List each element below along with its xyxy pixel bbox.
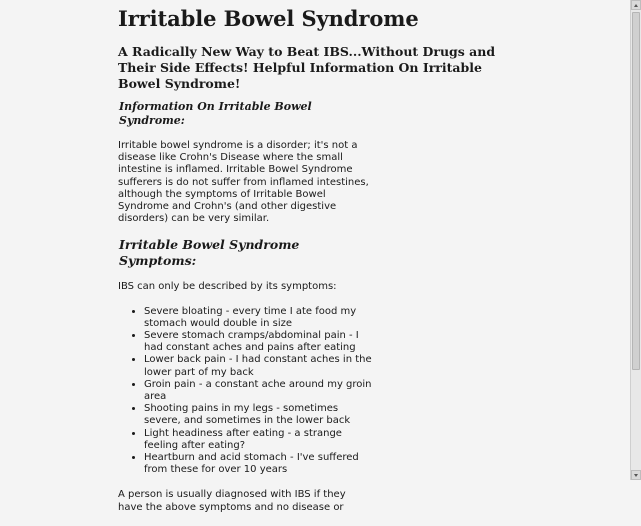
list-item: • Lower back pain - I had constant aches in the lower part of my back [144, 354, 376, 378]
vertical-scrollbar[interactable] [630, 0, 641, 480]
list-item: • Severe stomach cramps/abdominal pain - I had constant aches and pains after eating [144, 330, 376, 354]
scroll-down-icon[interactable] [631, 470, 641, 480]
closing-paragraph: A person is usually diagnosed with IBS if they have the above symptoms and no disease or [118, 489, 346, 513]
article [118, 6, 518, 526]
info-paragraph: Irritable bowel syndrome is a disorder; it's not a disease like Crohn's Disease where the small intestine is inflamed. Irritable Bowel Syndrome sufferers is do not suffer from inflamed intestines, although the symptoms of Irritable Bowel Syndrome and Crohn's (and other digestive disorders) can be very similar. [118, 140, 369, 225]
list-item: • Light headiness after eating - a strange feeling after eating? [144, 428, 376, 452]
scroll-up-icon[interactable] [631, 0, 641, 10]
page-subtitle: A Radically New Way to Beat IBS...Without Drugs and Their Side Effects! Helpful Information On Irritable Bowel Syndrome! [118, 44, 496, 91]
symptoms-heading: Irritable Bowel Syndrome Symptoms: [119, 237, 300, 269]
list-item: • Heartburn and acid stomach - I've suffered from these for over 10 years [144, 452, 376, 476]
info-heading: Information On Irritable Bowel Syndrome: [119, 100, 312, 127]
list-item: • Severe bloating - every time I ate food my stomach would double in size [144, 306, 376, 330]
list-item: • Shooting pains in my legs - sometimes severe, and sometimes in the lower back [144, 403, 376, 427]
main-column [118, 100, 373, 514]
list-item: • Groin pain - a constant ache around my groin area [144, 379, 376, 403]
scrollbar-thumb[interactable] [632, 12, 640, 370]
symptoms-intro: IBS can only be described by its symptoms: [118, 281, 337, 293]
page-title: Irritable Bowel Syndrome [118, 6, 419, 31]
symptoms-list [118, 306, 376, 477]
